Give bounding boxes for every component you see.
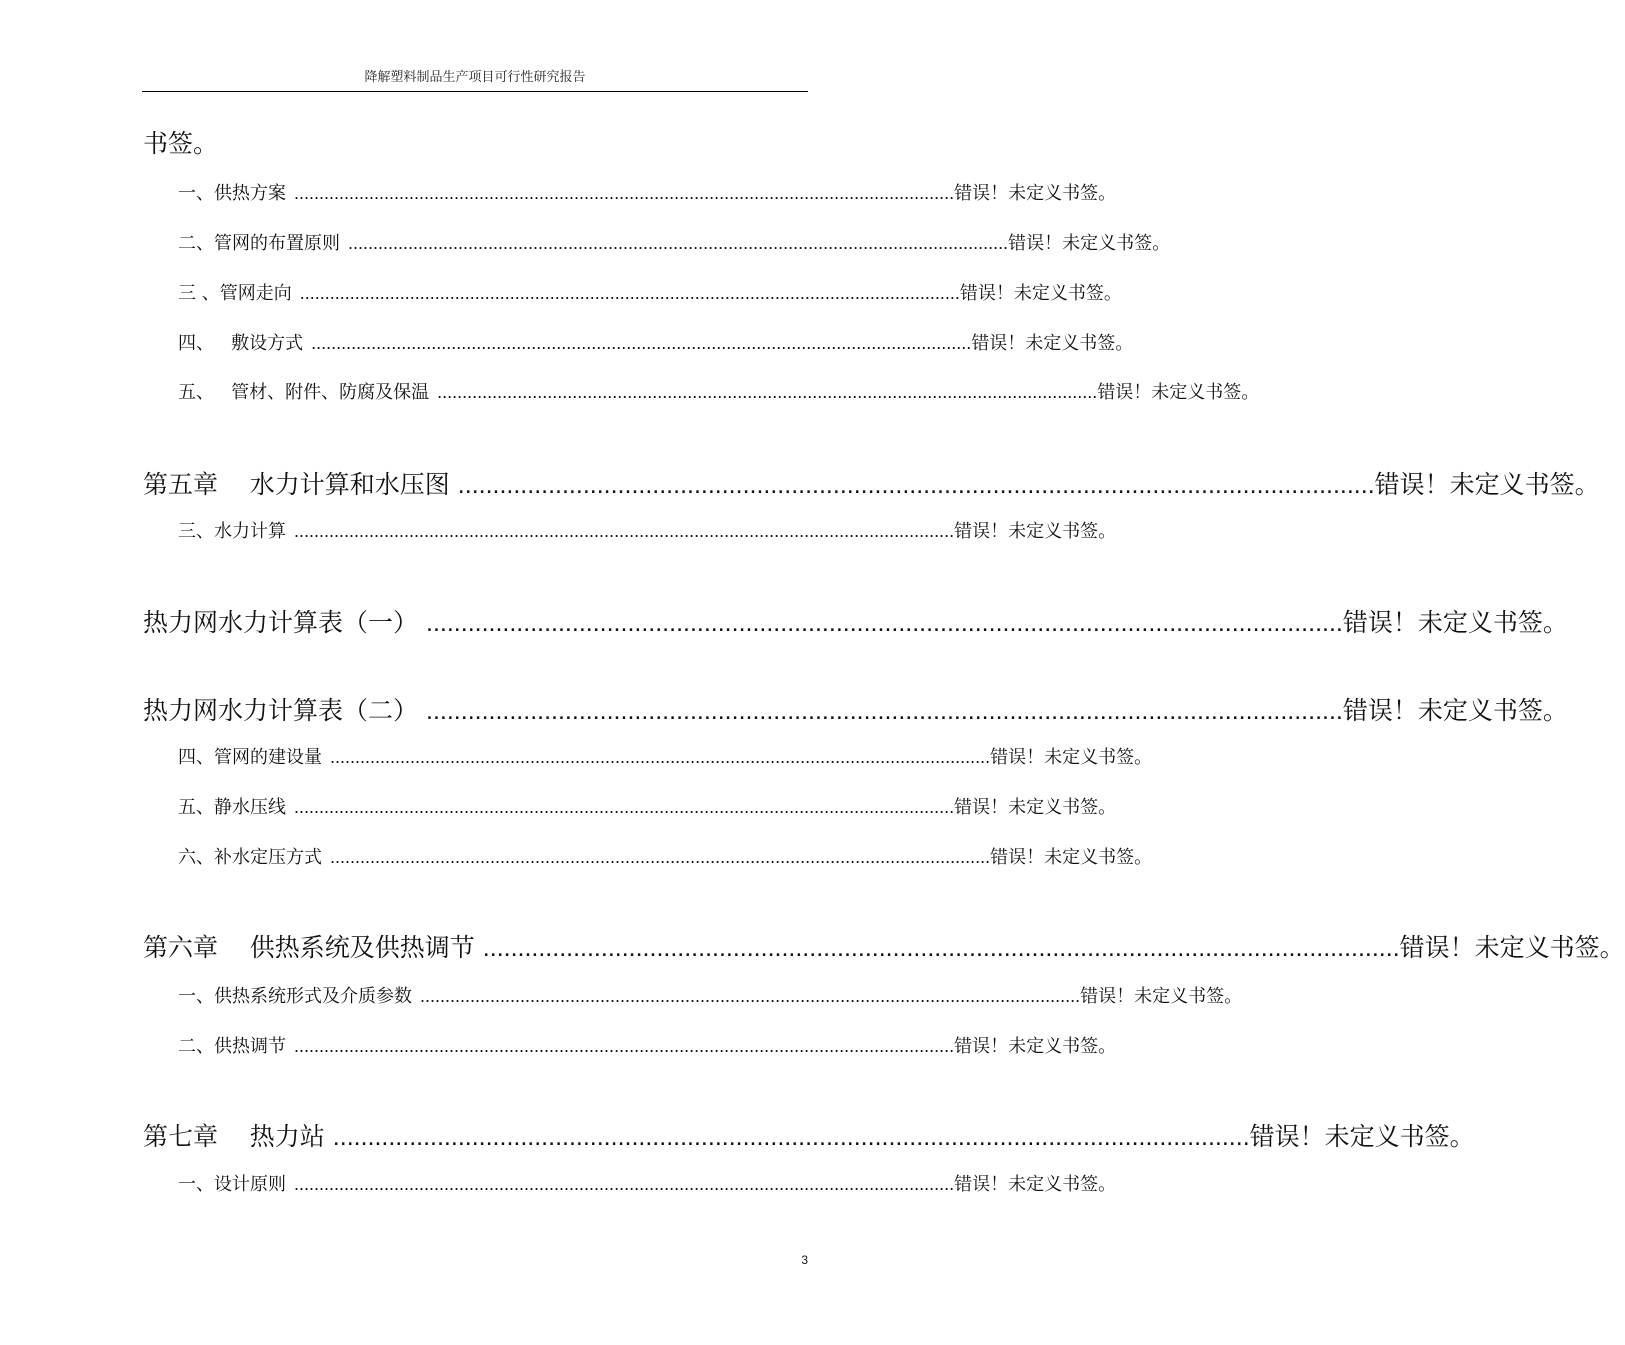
toc-chapter-entry[interactable]: [143, 691, 1568, 727]
toc-leader: ....................................................................................................................................: [294, 521, 955, 541]
toc-entry-title: 六、补水定压方式: [178, 847, 322, 868]
toc-chapter-entry[interactable]: [143, 603, 1568, 639]
toc-entry[interactable]: [178, 378, 1260, 404]
toc-entry-error: 错误！未定义书签。: [954, 183, 1117, 204]
toc-entry-title: 四、管网的建设量: [178, 747, 322, 768]
toc-entry-title: 热力网水力计算表（一）: [143, 608, 419, 637]
toc-entry-error: 错误！未定义书签。: [1342, 608, 1568, 637]
toc-leader: ....................................................................................................................................: [426, 697, 1343, 725]
toc-entry[interactable]: [178, 179, 1117, 205]
toc-entry-error: 错误！未定义书签。: [1097, 382, 1260, 403]
toc-leader: ....................................................................................................................................: [330, 847, 991, 867]
toc-leader: ....................................................................................................................................: [294, 797, 955, 817]
toc-leader: ....................................................................................................................................: [294, 1036, 955, 1056]
toc-entry-error: 错误！未定义书签。: [1008, 233, 1171, 254]
page-number: 3: [801, 1253, 808, 1267]
toc-leader: ....................................................................................................................................: [437, 382, 1098, 402]
toc-entry[interactable]: [178, 743, 1153, 769]
toc-leader: ....................................................................................................................................: [294, 183, 955, 203]
toc-leader: ....................................................................................................................................: [299, 283, 960, 303]
toc-entry-title: 四、 敷设方式: [178, 333, 304, 354]
toc-leader: ....................................................................................................................................: [348, 233, 1009, 253]
toc-entry-title: 五、 管材、附件、防腐及保温: [178, 382, 430, 403]
toc-entry[interactable]: [178, 793, 1117, 819]
toc-entry-title: 第七章 热力站: [143, 1122, 325, 1151]
toc-chapter-entry[interactable]: [143, 465, 1600, 501]
toc-entry-title: 二、管网的布置原则: [178, 233, 340, 254]
toc-entry-title: 一、供热系统形式及介质参数: [178, 986, 412, 1007]
toc-entry-error: 错误！未定义书签。: [954, 521, 1117, 542]
toc-leader: ....................................................................................................................................: [482, 934, 1400, 962]
toc-continuation: 书签。: [143, 129, 219, 158]
toc-entry-title: 第六章 供热系统及供热调节: [143, 933, 475, 962]
toc-entry-title: 一、供热方案: [178, 183, 286, 204]
toc-entry-error: 错误！未定义书签。: [954, 1174, 1117, 1195]
toc-entry[interactable]: [178, 517, 1117, 543]
toc-entry-error: 错误！未定义书签。: [990, 747, 1153, 768]
toc-leader: ....................................................................................................................................: [457, 471, 1375, 499]
toc-chapter-entry[interactable]: [143, 928, 1625, 964]
toc-entry[interactable]: [178, 843, 1153, 869]
toc-chapter-entry[interactable]: [143, 1117, 1475, 1153]
toc-entry-error: 错误！未定义书签。: [1249, 1122, 1475, 1151]
toc-entry[interactable]: [178, 1170, 1117, 1196]
toc-entry[interactable]: [178, 329, 1134, 355]
toc-entry-title: 二、供热调节: [178, 1036, 286, 1057]
toc-entry-error: 错误！未定义书签。: [954, 797, 1117, 818]
toc-entry[interactable]: [178, 1032, 1117, 1058]
toc-entry-title: 一、设计原则: [178, 1174, 286, 1195]
toc-entry-title: 第五章 水力计算和水压图: [143, 470, 450, 499]
toc-entry-title: 五、静水压线: [178, 797, 286, 818]
toc-entry-error: 错误！未定义书签。: [1080, 986, 1243, 1007]
toc-entry[interactable]: [178, 279, 1122, 305]
toc-entry-error: 错误！未定义书签。: [971, 333, 1134, 354]
toc-entry-title: 三、水力计算: [178, 521, 286, 542]
toc-entry-error: 错误！未定义书签。: [1399, 933, 1625, 962]
toc-leader: ....................................................................................................................................: [311, 333, 972, 353]
toc-entry-error: 错误！未定义书签。: [1374, 470, 1600, 499]
toc-entry-error: 错误！未定义书签。: [990, 847, 1153, 868]
toc-leader: ....................................................................................................................................: [330, 747, 991, 767]
toc-entry-title: 三 、管网走向: [178, 283, 292, 304]
toc-entry-error: 错误！未定义书签。: [954, 1036, 1117, 1057]
toc-leader: ....................................................................................................................................: [332, 1123, 1250, 1151]
toc-entry[interactable]: [178, 229, 1171, 255]
header-rule: [142, 91, 808, 92]
toc-entry-error: 错误！未定义书签。: [1342, 696, 1568, 725]
toc-entry-error: 错误！未定义书签。: [959, 283, 1122, 304]
running-header: 降解塑料制品生产项目可行性研究报告: [364, 70, 586, 85]
toc-entry[interactable]: [178, 982, 1243, 1008]
toc-leader: ....................................................................................................................................: [420, 986, 1081, 1006]
toc-leader: ....................................................................................................................................: [294, 1174, 955, 1194]
toc-leader: ....................................................................................................................................: [426, 609, 1343, 637]
toc-entry-title: 热力网水力计算表（二）: [143, 696, 419, 725]
